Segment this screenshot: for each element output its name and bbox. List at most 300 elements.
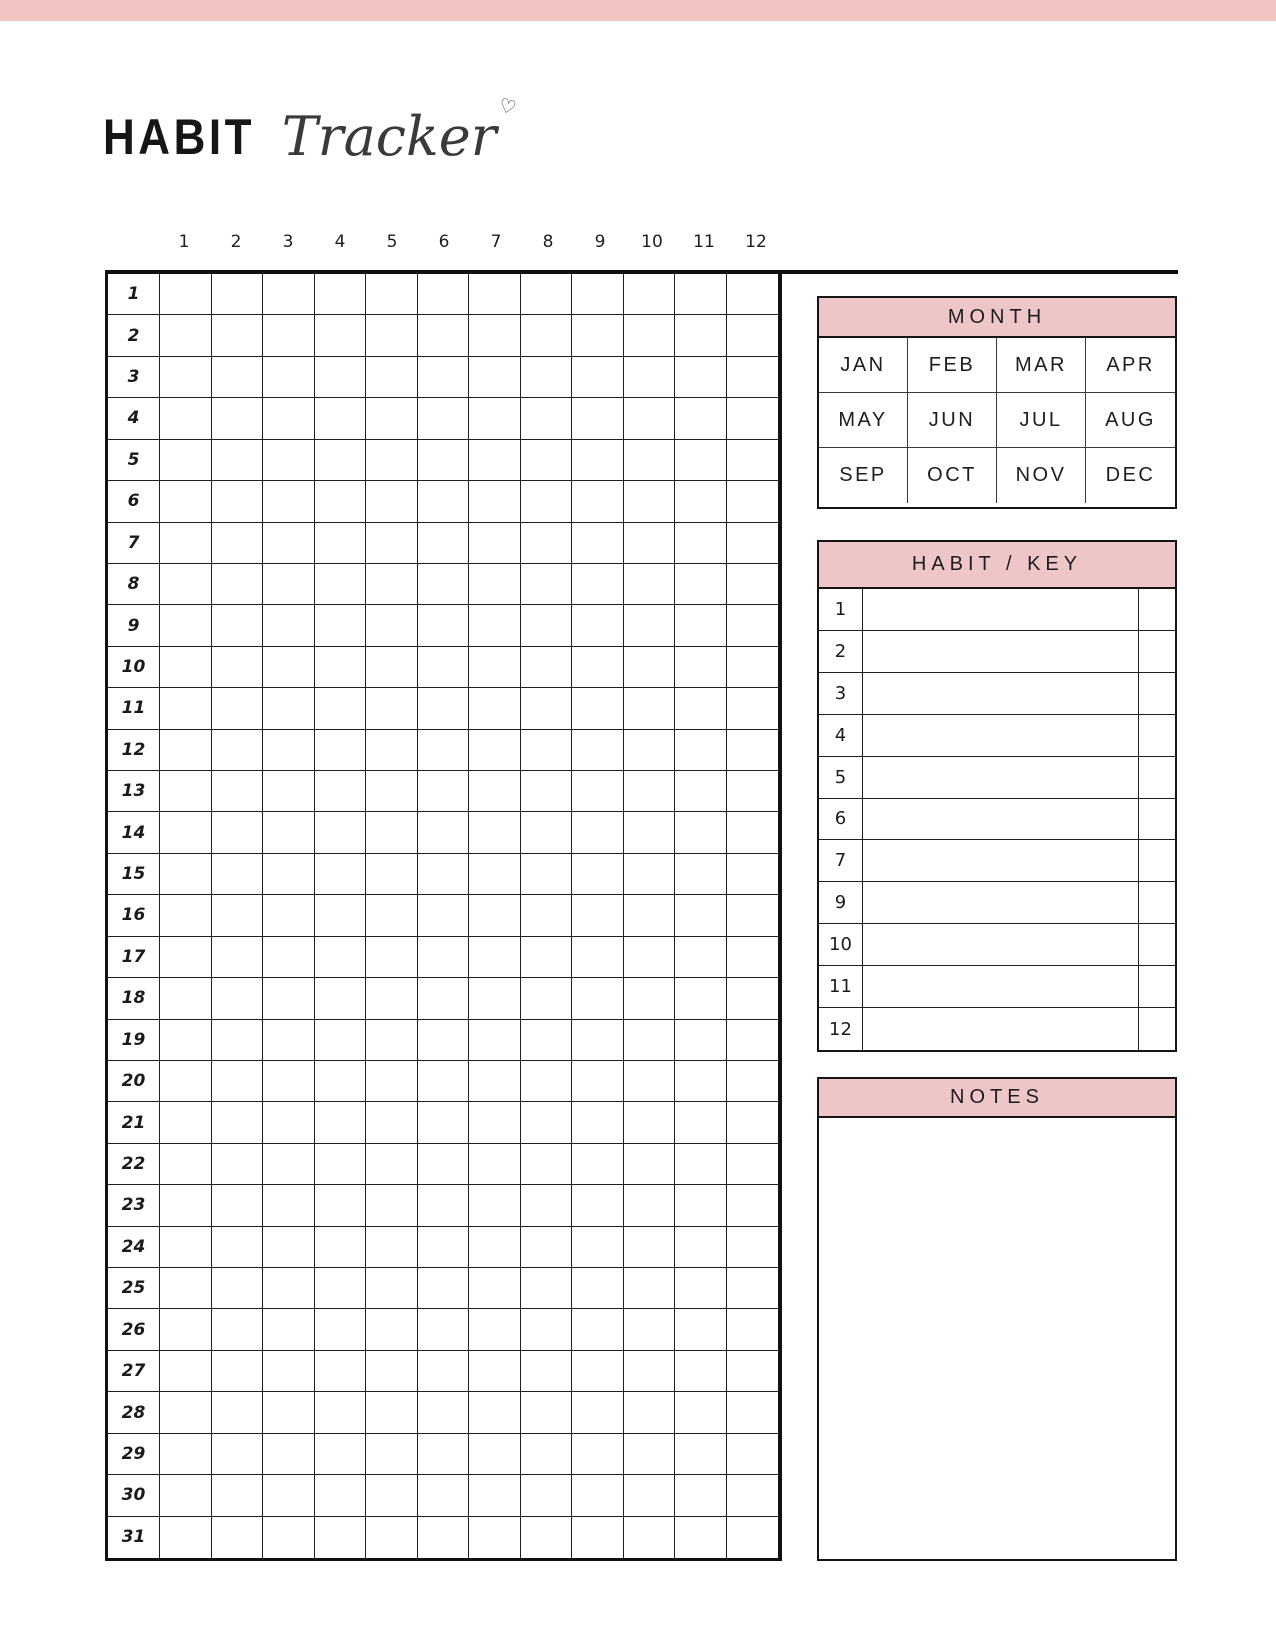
habit-key-symbol-cell[interactable] (1139, 799, 1175, 840)
grid-cell[interactable] (521, 1185, 573, 1226)
grid-cell[interactable] (624, 1517, 676, 1558)
grid-cell[interactable] (469, 1309, 521, 1350)
grid-cell[interactable] (727, 1102, 779, 1143)
notes-area[interactable] (819, 1118, 1175, 1557)
habit-key-symbol-cell[interactable] (1139, 757, 1175, 798)
grid-cell[interactable] (212, 812, 264, 853)
grid-cell[interactable] (675, 1517, 727, 1558)
grid-cell[interactable] (212, 895, 264, 936)
habit-key-name-cell[interactable] (863, 799, 1139, 840)
grid-cell[interactable] (315, 1061, 367, 1102)
grid-cell[interactable] (521, 771, 573, 812)
grid-cell[interactable] (366, 937, 418, 978)
grid-cell[interactable] (572, 1144, 624, 1185)
grid-cell[interactable] (624, 1020, 676, 1061)
grid-cell[interactable] (160, 440, 212, 481)
grid-cell[interactable] (675, 1227, 727, 1268)
grid-cell[interactable] (469, 1351, 521, 1392)
grid-cell[interactable] (521, 1392, 573, 1433)
grid-cell[interactable] (263, 854, 315, 895)
grid-cell[interactable] (212, 1061, 264, 1102)
grid-cell[interactable] (469, 730, 521, 771)
grid-cell[interactable] (160, 274, 212, 315)
grid-cell[interactable] (521, 1517, 573, 1558)
grid-cell[interactable] (675, 895, 727, 936)
grid-cell[interactable] (727, 1351, 779, 1392)
grid-cell[interactable] (572, 440, 624, 481)
grid-cell[interactable] (212, 730, 264, 771)
grid-cell[interactable] (418, 274, 470, 315)
habit-key-name-cell[interactable] (863, 631, 1139, 672)
grid-cell[interactable] (263, 1061, 315, 1102)
grid-cell[interactable] (469, 1061, 521, 1102)
grid-cell[interactable] (675, 812, 727, 853)
grid-cell[interactable] (366, 730, 418, 771)
grid-cell[interactable] (160, 1351, 212, 1392)
grid-cell[interactable] (366, 771, 418, 812)
grid-cell[interactable] (315, 688, 367, 729)
grid-cell[interactable] (418, 440, 470, 481)
grid-cell[interactable] (212, 854, 264, 895)
grid-cell[interactable] (263, 812, 315, 853)
grid-cell[interactable] (160, 1061, 212, 1102)
grid-cell[interactable] (521, 523, 573, 564)
grid-cell[interactable] (572, 1020, 624, 1061)
grid-cell[interactable] (160, 1185, 212, 1226)
grid-cell[interactable] (315, 1392, 367, 1433)
grid-cell[interactable] (572, 1351, 624, 1392)
grid-cell[interactable] (675, 564, 727, 605)
grid-cell[interactable] (160, 1517, 212, 1558)
grid-cell[interactable] (263, 315, 315, 356)
grid-cell[interactable] (160, 564, 212, 605)
grid-cell[interactable] (727, 1227, 779, 1268)
grid-cell[interactable] (469, 1185, 521, 1226)
grid-cell[interactable] (263, 771, 315, 812)
grid-cell[interactable] (469, 812, 521, 853)
grid-cell[interactable] (418, 357, 470, 398)
grid-cell[interactable] (727, 812, 779, 853)
month-cell[interactable]: DEC (1105, 464, 1156, 486)
grid-cell[interactable] (469, 398, 521, 439)
grid-cell[interactable] (315, 1144, 367, 1185)
grid-cell[interactable] (469, 274, 521, 315)
grid-cell[interactable] (315, 564, 367, 605)
grid-cell[interactable] (315, 978, 367, 1019)
grid-cell[interactable] (727, 1268, 779, 1309)
grid-cell[interactable] (263, 1144, 315, 1185)
grid-cell[interactable] (572, 1434, 624, 1475)
grid-cell[interactable] (727, 1061, 779, 1102)
grid-cell[interactable] (521, 1351, 573, 1392)
grid-cell[interactable] (469, 854, 521, 895)
grid-cell[interactable] (366, 1061, 418, 1102)
grid-cell[interactable] (675, 605, 727, 646)
grid-cell[interactable] (469, 1475, 521, 1516)
grid-cell[interactable] (521, 357, 573, 398)
grid-cell[interactable] (727, 605, 779, 646)
grid-cell[interactable] (263, 357, 315, 398)
grid-cell[interactable] (727, 688, 779, 729)
grid-cell[interactable] (315, 1309, 367, 1350)
grid-cell[interactable] (727, 1517, 779, 1558)
grid-cell[interactable] (624, 481, 676, 522)
grid-cell[interactable] (469, 771, 521, 812)
grid-cell[interactable] (418, 978, 470, 1019)
grid-cell[interactable] (366, 1475, 418, 1516)
grid-cell[interactable] (263, 440, 315, 481)
habit-key-symbol-cell[interactable] (1139, 715, 1175, 756)
grid-cell[interactable] (521, 315, 573, 356)
grid-cell[interactable] (263, 1392, 315, 1433)
grid-cell[interactable] (160, 1102, 212, 1143)
grid-cell[interactable] (212, 1020, 264, 1061)
grid-cell[interactable] (212, 1227, 264, 1268)
grid-cell[interactable] (418, 564, 470, 605)
grid-cell[interactable] (624, 398, 676, 439)
grid-cell[interactable] (469, 647, 521, 688)
grid-cell[interactable] (727, 440, 779, 481)
grid-cell[interactable] (212, 978, 264, 1019)
grid-cell[interactable] (727, 1309, 779, 1350)
grid-cell[interactable] (521, 978, 573, 1019)
grid-cell[interactable] (572, 605, 624, 646)
grid-cell[interactable] (675, 1144, 727, 1185)
grid-cell[interactable] (521, 564, 573, 605)
grid-cell[interactable] (469, 1227, 521, 1268)
grid-cell[interactable] (418, 647, 470, 688)
grid-cell[interactable] (366, 1309, 418, 1350)
grid-cell[interactable] (521, 688, 573, 729)
grid-cell[interactable] (572, 1517, 624, 1558)
grid-cell[interactable] (727, 274, 779, 315)
habit-key-symbol-cell[interactable] (1139, 589, 1175, 630)
grid-cell[interactable] (572, 895, 624, 936)
grid-cell[interactable] (624, 1102, 676, 1143)
grid-cell[interactable] (160, 605, 212, 646)
grid-cell[interactable] (263, 647, 315, 688)
grid-cell[interactable] (675, 357, 727, 398)
grid-cell[interactable] (418, 1392, 470, 1433)
grid-cell[interactable] (624, 978, 676, 1019)
grid-cell[interactable] (418, 523, 470, 564)
grid-cell[interactable] (418, 398, 470, 439)
grid-cell[interactable] (727, 523, 779, 564)
grid-cell[interactable] (366, 1351, 418, 1392)
grid-cell[interactable] (469, 1268, 521, 1309)
grid-cell[interactable] (675, 1434, 727, 1475)
grid-cell[interactable] (624, 937, 676, 978)
grid-cell[interactable] (572, 730, 624, 771)
grid-cell[interactable] (675, 937, 727, 978)
grid-cell[interactable] (160, 523, 212, 564)
grid-cell[interactable] (315, 812, 367, 853)
habit-key-name-cell[interactable] (863, 673, 1139, 714)
grid-cell[interactable] (418, 1020, 470, 1061)
grid-cell[interactable] (315, 1351, 367, 1392)
grid-cell[interactable] (418, 1517, 470, 1558)
month-cell[interactable]: MAR (997, 338, 1086, 393)
grid-cell[interactable] (727, 771, 779, 812)
grid-cell[interactable] (418, 1268, 470, 1309)
grid-cell[interactable] (469, 1144, 521, 1185)
grid-cell[interactable] (315, 440, 367, 481)
month-cell[interactable]: APR (1086, 338, 1175, 393)
grid-cell[interactable] (263, 523, 315, 564)
grid-cell[interactable] (160, 1392, 212, 1433)
grid-cell[interactable] (160, 895, 212, 936)
grid-cell[interactable] (315, 523, 367, 564)
grid-cell[interactable] (572, 1268, 624, 1309)
month-cell[interactable]: JAN (819, 338, 908, 393)
grid-cell[interactable] (366, 605, 418, 646)
grid-cell[interactable] (315, 647, 367, 688)
grid-cell[interactable] (418, 1227, 470, 1268)
grid-cell[interactable] (263, 688, 315, 729)
grid-cell[interactable] (212, 1351, 264, 1392)
grid-cell[interactable] (418, 1061, 470, 1102)
grid-cell[interactable] (418, 605, 470, 646)
grid-cell[interactable] (212, 1185, 264, 1226)
grid-cell[interactable] (263, 978, 315, 1019)
grid-cell[interactable] (366, 523, 418, 564)
grid-cell[interactable] (675, 1061, 727, 1102)
grid-cell[interactable] (521, 647, 573, 688)
grid-cell[interactable] (675, 1020, 727, 1061)
grid-cell[interactable] (572, 1475, 624, 1516)
grid-cell[interactable] (160, 481, 212, 522)
grid-cell[interactable] (418, 854, 470, 895)
grid-cell[interactable] (160, 398, 212, 439)
grid-cell[interactable] (263, 1351, 315, 1392)
grid-cell[interactable] (212, 937, 264, 978)
grid-cell[interactable] (315, 274, 367, 315)
grid-cell[interactable] (727, 895, 779, 936)
grid-cell[interactable] (366, 357, 418, 398)
grid-cell[interactable] (212, 315, 264, 356)
grid-cell[interactable] (469, 315, 521, 356)
grid-cell[interactable] (212, 1144, 264, 1185)
habit-key-symbol-cell[interactable] (1139, 924, 1175, 965)
grid-cell[interactable] (418, 937, 470, 978)
grid-cell[interactable] (263, 1020, 315, 1061)
grid-cell[interactable] (315, 937, 367, 978)
grid-cell[interactable] (624, 1434, 676, 1475)
grid-cell[interactable] (572, 564, 624, 605)
grid-cell[interactable] (315, 1020, 367, 1061)
grid-cell[interactable] (160, 647, 212, 688)
grid-cell[interactable] (160, 1227, 212, 1268)
grid-cell[interactable] (675, 1102, 727, 1143)
grid-cell[interactable] (263, 605, 315, 646)
grid-cell[interactable] (572, 1392, 624, 1433)
grid-cell[interactable] (624, 274, 676, 315)
grid-cell[interactable] (727, 564, 779, 605)
grid-cell[interactable] (572, 978, 624, 1019)
habit-key-name-cell[interactable] (863, 1008, 1139, 1050)
grid-cell[interactable] (624, 895, 676, 936)
grid-cell[interactable] (315, 398, 367, 439)
grid-cell[interactable] (572, 523, 624, 564)
grid-cell[interactable] (572, 1309, 624, 1350)
grid-cell[interactable] (624, 812, 676, 853)
grid-cell[interactable] (469, 481, 521, 522)
grid-cell[interactable] (160, 1020, 212, 1061)
grid-cell[interactable] (521, 274, 573, 315)
grid-cell[interactable] (727, 1144, 779, 1185)
grid-cell[interactable] (727, 481, 779, 522)
grid-cell[interactable] (315, 1475, 367, 1516)
grid-cell[interactable] (727, 398, 779, 439)
grid-cell[interactable] (469, 895, 521, 936)
grid-cell[interactable] (675, 978, 727, 1019)
grid-cell[interactable] (263, 1309, 315, 1350)
grid-cell[interactable] (212, 481, 264, 522)
grid-cell[interactable] (469, 1392, 521, 1433)
grid-cell[interactable] (212, 1309, 264, 1350)
grid-cell[interactable] (624, 564, 676, 605)
grid-cell[interactable] (675, 854, 727, 895)
grid-cell[interactable] (263, 895, 315, 936)
grid-cell[interactable] (521, 1434, 573, 1475)
grid-cell[interactable] (624, 315, 676, 356)
grid-cell[interactable] (521, 1475, 573, 1516)
grid-cell[interactable] (521, 1268, 573, 1309)
grid-cell[interactable] (418, 771, 470, 812)
grid-cell[interactable] (212, 564, 264, 605)
grid-cell[interactable] (521, 937, 573, 978)
month-cell[interactable]: JUL (997, 393, 1086, 448)
month-cell[interactable]: MAY (819, 393, 908, 448)
grid-cell[interactable] (624, 440, 676, 481)
grid-cell[interactable] (366, 1268, 418, 1309)
habit-key-name-cell[interactable] (863, 882, 1139, 923)
grid-cell[interactable] (160, 1268, 212, 1309)
grid-cell[interactable] (263, 481, 315, 522)
grid-cell[interactable] (366, 688, 418, 729)
grid-cell[interactable] (418, 1309, 470, 1350)
month-cell[interactable]: NOV (997, 448, 1086, 503)
grid-cell[interactable] (418, 688, 470, 729)
grid-cell[interactable] (572, 1227, 624, 1268)
month-cell[interactable]: OCT (908, 448, 997, 503)
grid-cell[interactable] (572, 274, 624, 315)
grid-cell[interactable] (212, 1392, 264, 1433)
grid-cell[interactable] (624, 771, 676, 812)
grid-cell[interactable] (160, 771, 212, 812)
grid-cell[interactable] (418, 1102, 470, 1143)
grid-cell[interactable] (469, 523, 521, 564)
grid-cell[interactable] (675, 1351, 727, 1392)
grid-cell[interactable] (469, 440, 521, 481)
grid-cell[interactable] (366, 1227, 418, 1268)
grid-cell[interactable] (160, 357, 212, 398)
grid-cell[interactable] (469, 605, 521, 646)
grid-cell[interactable] (366, 440, 418, 481)
grid-cell[interactable] (521, 605, 573, 646)
grid-cell[interactable] (727, 647, 779, 688)
habit-key-name-cell[interactable] (863, 589, 1139, 630)
grid-cell[interactable] (727, 1020, 779, 1061)
grid-cell[interactable] (521, 1309, 573, 1350)
habit-key-symbol-cell[interactable] (1139, 631, 1175, 672)
grid-cell[interactable] (366, 398, 418, 439)
grid-cell[interactable] (366, 647, 418, 688)
grid-cell[interactable] (418, 895, 470, 936)
grid-cell[interactable] (469, 1434, 521, 1475)
grid-cell[interactable] (212, 771, 264, 812)
grid-cell[interactable] (572, 688, 624, 729)
grid-cell[interactable] (366, 481, 418, 522)
grid-cell[interactable] (727, 978, 779, 1019)
grid-cell[interactable] (521, 1144, 573, 1185)
habit-key-name-cell[interactable] (863, 757, 1139, 798)
grid-cell[interactable] (727, 937, 779, 978)
grid-cell[interactable] (160, 978, 212, 1019)
grid-cell[interactable] (366, 812, 418, 853)
grid-cell[interactable] (469, 978, 521, 1019)
grid-cell[interactable] (521, 1227, 573, 1268)
grid-cell[interactable] (212, 274, 264, 315)
grid-cell[interactable] (469, 564, 521, 605)
grid-cell[interactable] (366, 978, 418, 1019)
grid-cell[interactable] (160, 1475, 212, 1516)
habit-key-symbol-cell[interactable] (1139, 1008, 1175, 1050)
grid-cell[interactable] (263, 564, 315, 605)
grid-cell[interactable] (624, 1227, 676, 1268)
grid-cell[interactable] (418, 1351, 470, 1392)
grid-cell[interactable] (727, 730, 779, 771)
grid-cell[interactable] (418, 481, 470, 522)
grid-cell[interactable] (521, 895, 573, 936)
grid-cell[interactable] (572, 647, 624, 688)
grid-cell[interactable] (366, 315, 418, 356)
grid-cell[interactable] (572, 398, 624, 439)
grid-cell[interactable] (315, 605, 367, 646)
grid-cell[interactable] (160, 1309, 212, 1350)
grid-cell[interactable] (212, 1102, 264, 1143)
grid-cell[interactable] (315, 854, 367, 895)
grid-cell[interactable] (572, 937, 624, 978)
grid-cell[interactable] (160, 730, 212, 771)
habit-key-symbol-cell[interactable] (1139, 966, 1175, 1007)
grid-cell[interactable] (572, 1061, 624, 1102)
grid-cell[interactable] (675, 688, 727, 729)
grid-cell[interactable] (418, 730, 470, 771)
grid-cell[interactable] (624, 1392, 676, 1433)
grid-cell[interactable] (366, 1144, 418, 1185)
grid-cell[interactable] (160, 937, 212, 978)
grid-cell[interactable] (160, 854, 212, 895)
grid-cell[interactable] (263, 730, 315, 771)
grid-cell[interactable] (624, 1185, 676, 1226)
grid-cell[interactable] (572, 481, 624, 522)
grid-cell[interactable] (624, 1144, 676, 1185)
grid-cell[interactable] (675, 730, 727, 771)
grid-cell[interactable] (521, 481, 573, 522)
grid-cell[interactable] (521, 854, 573, 895)
grid-cell[interactable] (366, 1434, 418, 1475)
grid-cell[interactable] (469, 357, 521, 398)
grid-cell[interactable] (315, 1227, 367, 1268)
grid-cell[interactable] (521, 1102, 573, 1143)
grid-cell[interactable] (572, 315, 624, 356)
grid-cell[interactable] (263, 937, 315, 978)
grid-cell[interactable] (366, 1517, 418, 1558)
grid-cell[interactable] (212, 647, 264, 688)
grid-cell[interactable] (624, 1268, 676, 1309)
grid-cell[interactable] (727, 357, 779, 398)
